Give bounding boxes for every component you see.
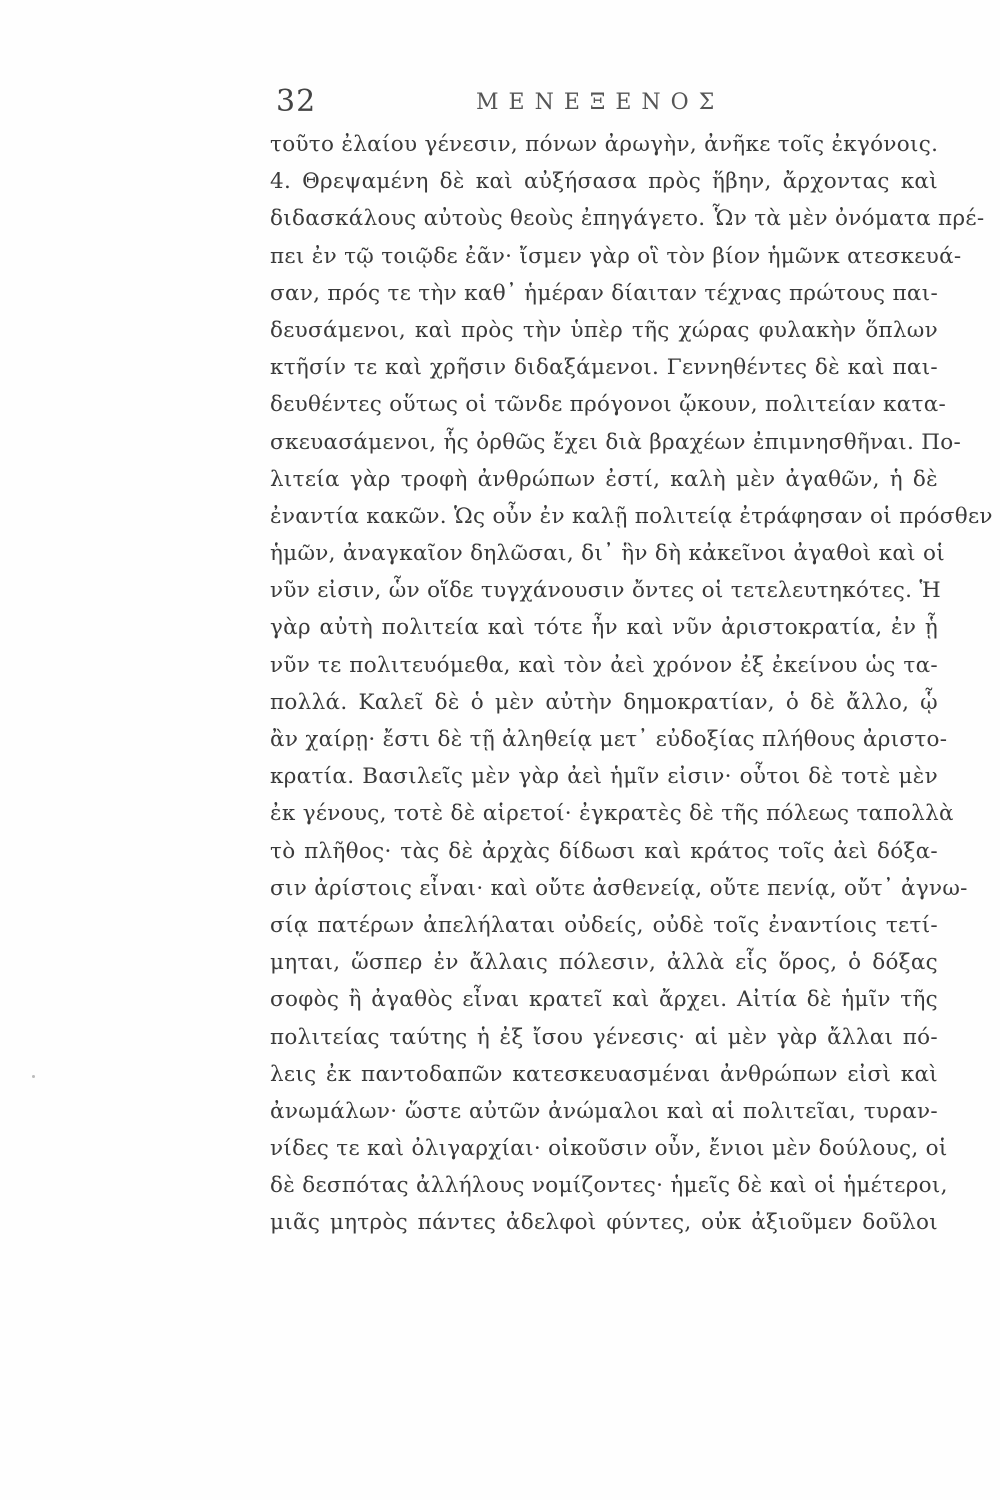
text-line: σαν, πρός τε τὴν καθ᾽ ἡμέραν δίαιταν τέχνας πρώτους παι- [270,280,939,306]
running-head: ΜΕΝΕΞΕΝΟΣ [476,90,725,115]
text-line: σοφὸς ἢ ἀγαθὸς εἶναι κρατεῖ καὶ ἄρχει. Αἰτία δὲ ἡμῖν τῆς [270,987,938,1013]
text-line: ἡμῶν, ἀναγκαῖον δηλῶσαι, δι᾽ ἣν δὴ κἀκεῖνοι ἀγαθοὶ καὶ οἱ [270,541,945,567]
text-line: ἐκ γένους, τοτὲ δὲ αἱρετοί· ἐγκρατὲς δὲ τῆς πόλεως ταπολλὰ [270,801,954,827]
text-line: τὸ πλῆθος· τὰς δὲ ἀρχὰς δίδωσι καὶ κράτος τοῖς ἀεὶ δόξα- [270,838,938,864]
text-line: σιν ἀρίστοις εἶναι· καὶ οὔτε ἀσθενείᾳ, οὔτε πενίᾳ, οὔτ᾽ ἀγνω- [270,875,968,901]
text-line: ἐναντία κακῶν. Ὡς οὖν ἐν καλῇ πολιτείᾳ ἐτράφησαν οἱ πρόσθεν [270,503,993,529]
text-line: πολλά. Καλεῖ δὲ ὁ μὲν αὐτὴν δημοκρατίαν, ὁ δὲ ἄλλο, ᾧ [270,689,938,715]
text-line: σίᾳ πατέρων ἀπελήλαται οὐδείς, οὐδὲ τοῖς ἐναντίοις τετί- [270,912,938,938]
text-line: πολιτείας ταύτης ἡ ἐξ ἴσου γένεσις· αἱ μὲν γὰρ ἄλλαι πό- [270,1024,938,1050]
text-line: γὰρ αὐτὴ πολιτεία καὶ τότε ἦν καὶ νῦν ἀριστοκρατία, ἐν ᾗ [270,615,938,641]
text-line: λιτεία γὰρ τροφὴ ἀνθρώπων ἐστί, καλὴ μὲν ἀγαθῶν, ἡ δὲ [270,466,938,492]
text-line: δὲ δεσπότας ἀλλήλους νομίζοντες· ἡμεῖς δὲ καὶ οἱ ἡμέτεροι, [270,1173,948,1199]
text-line: 4. Θρεψαμένη δὲ καὶ αὐξήσασα πρὸς ἥβην, ἄρχοντας καὶ [270,169,938,195]
text-line: κρατία. Βασιλεῖς μὲν γὰρ ἀεὶ ἡμῖν εἰσιν· οὗτοι δὲ τοτὲ μὲν [270,764,938,790]
text-line: ἀνωμάλων· ὥστε αὐτῶν ἀνώμαλοι καὶ αἱ πολιτεῖαι, τυραν- [270,1098,938,1124]
text-line: νῦν τε πολιτευόμεθα, καὶ τὸν ἀεὶ χρόνον ἐξ ἐκείνου ὡς τα- [270,652,938,678]
text-line: δευσάμενοι, καὶ πρὸς τὴν ὑπὲρ τῆς χώρας φυλακὴν ὅπλων [270,317,938,343]
text-line: δευθέντες οὕτως οἱ τῶνδε πρόγονοι ᾤκουν, πολιτείαν κατα- [270,392,947,418]
text-line: νίδες τε καὶ ὀλιγαρχίαι· οἰκοῦσιν οὖν, ἔνιοι μὲν δούλους, οἱ [270,1136,948,1162]
text-line: μηται, ὥσπερ ἐν ἄλλαις πόλεσιν, ἀλλὰ εἷς ὅρος, ὁ δόξας [270,950,938,976]
text-line: τοῦτο ἐλαίου γένεσιν, πόνων ἀρωγὴν, ἀνῆκε τοῖς ἐκγόνοις. [270,132,939,157]
text-line: ἂν χαίρῃ· ἔστι δὲ τῇ ἀληθείᾳ μετ᾽ εὐδοξίας πλήθους ἀριστο- [270,727,948,752]
page-number: 32 [276,84,317,119]
text-line: κτῆσίν τε καὶ χρῆσιν διδαξάμενοι. Γεννηθέντες δὲ καὶ παι- [270,355,938,381]
text-line: μιᾶς μητρὸς πάντες ἀδελφοὶ φύντες, οὐκ ἀξιοῦμεν δοῦλοι [270,1210,938,1236]
text-line: νῦν εἰσιν, ὧν οἵδε τυγχάνουσιν ὄντες οἱ τετελευτηκότες. Ἡ [270,578,942,604]
text-line: πει ἐν τῷ τοιῷδε ἐᾶν· ἴσμεν γὰρ οἳ τὸν βίον ἡμῶνκ ατεσκευά- [270,243,962,269]
body-text [270,126,993,1242]
text-line: σκευασάμενοι, ἧς ὀρθῶς ἔχει διὰ βραχέων ἐπιμνησθῆναι. Πο- [270,429,962,455]
text-line: λεις ἐκ παντοδαπῶν κατεσκευασμέναι ἀνθρώπων εἰσὶ καὶ [270,1061,938,1087]
paper-speck [32,1075,35,1078]
text-line: διδασκάλους αὐτοὺς θεοὺς ἐπηγάγετο. Ὧν τὰ μὲν ὀνόματα πρέ- [270,206,985,232]
page-header [276,84,936,120]
